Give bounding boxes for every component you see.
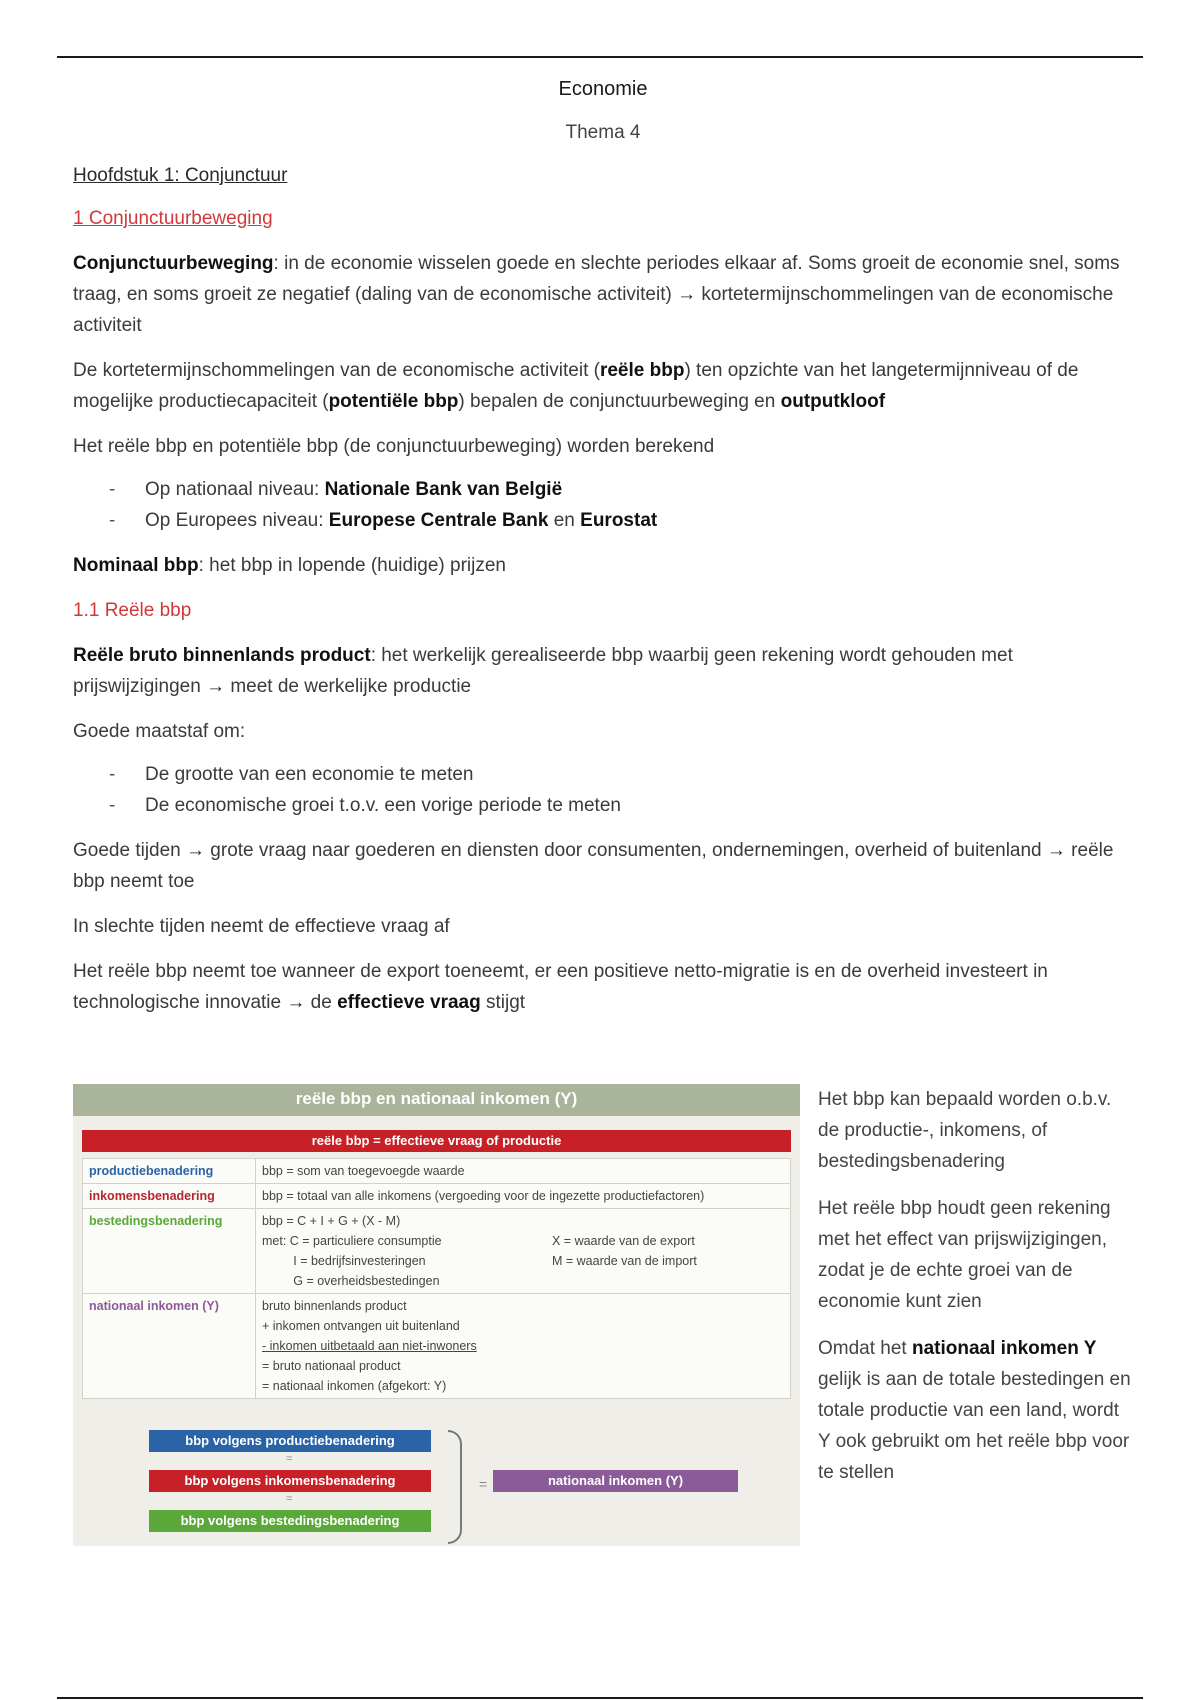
formula-line: + inkomen ontvangen uit buitenland — [262, 1319, 460, 1333]
eq-sign: = — [286, 1453, 293, 1465]
box-inkomensbenadering: bbp volgens inkomensbenadering — [149, 1470, 431, 1492]
eq-sign: = — [286, 1493, 293, 1505]
formula-line: I = bedrijfsinvesteringen — [262, 1254, 426, 1268]
paragraph-slechte-tijden: In slechte tijden neemt de effectieve vraag af — [73, 916, 450, 937]
row-formula — [256, 1209, 791, 1294]
side-note-3 — [818, 1333, 1133, 1488]
text: kortetermijnschommelingen van de economische activiteit — [73, 284, 1114, 336]
text: De kortetermijnschommelingen van de economische activiteit ( — [73, 360, 600, 381]
term: potentiële bbp — [328, 391, 459, 412]
text: Op Europees niveau: — [145, 510, 329, 531]
text: stijgt — [480, 992, 526, 1013]
term: Reële bruto binnenlands product — [73, 645, 371, 666]
paragraph-kortetermijn — [73, 355, 1133, 417]
section-heading-1-1: 1.1 Reële bbp — [73, 600, 192, 621]
formula-grid — [262, 1231, 784, 1291]
text: Het reële bbp neemt toe wanneer de export toeneemt, er een positieve netto-migratie is en de overheid investeert in technologische innovatie — [73, 961, 1048, 1013]
figure-table — [82, 1158, 791, 1399]
term: nationaal inkomen Y — [912, 1338, 1097, 1359]
formula-line: = nationaal inkomen (afgekort: Y) — [262, 1379, 447, 1393]
side-notes — [818, 1084, 1133, 1504]
brace — [448, 1430, 462, 1544]
text: grote vraag naar goederen en diensten door consumenten, ondernemingen, overheid of buitenland — [205, 840, 1047, 861]
list-niveaus — [73, 474, 1133, 536]
formula-col — [262, 1231, 552, 1291]
text: de — [305, 992, 338, 1013]
term: Conjunctuurbeweging — [73, 253, 274, 274]
text: : het bbp in lopende (huidige) prijzen — [198, 555, 507, 576]
text: en — [548, 510, 581, 531]
row-label: bestedingsbenadering — [83, 1209, 256, 1294]
list-item — [73, 505, 1133, 536]
row-formula — [256, 1294, 791, 1399]
paragraph-reele-bbp — [73, 640, 1133, 702]
figure-red-bar: reële bbp = effectieve vraag of productie — [82, 1130, 791, 1152]
text: gelijk is aan de totale bestedingen en totale productie van een land, wordt Y ook gebruikt om het reële bbp voor te stellen — [818, 1369, 1131, 1483]
formula-col — [552, 1231, 697, 1291]
arrow-icon: → — [206, 676, 226, 697]
term: Eurostat — [580, 510, 658, 531]
formula-line: M = waarde van de import — [552, 1254, 697, 1268]
paragraph-goede-tijden — [73, 835, 1133, 897]
row-label: productiebenadering — [83, 1159, 256, 1184]
figure-bbp-inkomen — [73, 1084, 800, 1546]
box-bestedingsbenadering: bbp volgens bestedingsbenadering — [149, 1510, 431, 1532]
term: Nominaal bbp — [73, 555, 199, 576]
table-row — [83, 1294, 791, 1399]
arrow-icon: → — [677, 284, 697, 305]
row-label: inkomensbenadering — [83, 1184, 256, 1209]
row-text: bbp = totaal van alle inkomens (vergoeding voor de ingezette productiefactoren) — [256, 1184, 791, 1209]
paragraph-nominaal — [73, 550, 1133, 581]
formula-line: X = waarde van de export — [552, 1234, 695, 1248]
arrow-icon: → — [1046, 840, 1066, 861]
text: Omdat het — [818, 1338, 912, 1359]
list-item: - De economische groei t.o.v. een vorige periode te meten — [73, 790, 1133, 821]
list-item: - De grootte van een economie te meten — [73, 759, 1133, 790]
list-item — [73, 474, 1133, 505]
side-note-2: Het reële bbp houdt geen rekening met het effect van prijswijzigingen, zodat je de echte groei van de economie kunt zien — [818, 1198, 1111, 1312]
term: effectieve vraag — [337, 992, 481, 1013]
chapter-heading: Hoofdstuk 1: Conjunctuur — [73, 165, 288, 186]
paragraph-berekend: Het reële bbp en potentiële bbp (de conjunctuurbeweging) worden berekend — [73, 436, 715, 457]
eq-sign: = — [479, 1476, 488, 1492]
box-productiebenadering: bbp volgens productiebenadering — [149, 1430, 431, 1452]
text: ) bepalen de conjunctuurbeweging en — [458, 391, 781, 412]
term: outputkloof — [780, 391, 886, 412]
side-note-1: Het bbp kan bepaald worden o.b.v. de productie-, inkomens, of bestedingsbenadering — [818, 1089, 1112, 1172]
formula-line: G = overheidsbestedingen — [262, 1274, 440, 1288]
arrow-icon: → — [186, 840, 206, 861]
table-row — [83, 1184, 791, 1209]
row-text: bbp = som van toegevoegde waarde — [256, 1159, 791, 1184]
text: : het werkelijk gerealiseerde bbp waarbij geen rekening wordt gehouden met prijswijzigingen — [73, 645, 1013, 697]
paragraph-toename — [73, 956, 1133, 1018]
term: Nationale Bank van België — [324, 479, 563, 500]
list-maatstaf — [73, 759, 1133, 821]
bottom-rule — [57, 1697, 1143, 1699]
box-nationaal-inkomen: nationaal inkomen (Y) — [493, 1470, 738, 1492]
text: : in de economie wisselen goede en slechte periodes elkaar af. Soms groeit de economie snel, soms traag, en soms groeit ze negatief (daling van de economische activiteit) — [73, 253, 1120, 305]
formula-line: bruto binnenlands product — [262, 1299, 407, 1313]
text: meet de werkelijke productie — [225, 676, 472, 697]
figure-header: reële bbp en nationaal inkomen (Y) — [73, 1084, 800, 1116]
table-row — [83, 1209, 791, 1294]
formula-line: = bruto nationaal product — [262, 1359, 401, 1373]
formula-line: - inkomen uitbetaald aan niet-inwoners — [262, 1339, 477, 1353]
row-label: nationaal inkomen (Y) — [83, 1294, 256, 1399]
paragraph-maatstaf: Goede maatstaf om: — [73, 721, 246, 742]
term: Europese Centrale Bank — [328, 510, 549, 531]
paragraph-conjunctuurbeweging — [73, 248, 1133, 341]
text: reële bbp neemt toe — [73, 840, 1114, 892]
text: Op nationaal niveau: — [145, 479, 325, 500]
arrow-icon: → — [286, 992, 306, 1013]
text: ) ten opzichte van het langetermijnniveau of de mogelijke productiecapaciteit ( — [73, 360, 1079, 412]
text: Goede tijden — [73, 840, 187, 861]
term: reële bbp — [599, 360, 685, 381]
doc-title: Economie — [558, 78, 648, 100]
formula-line: bbp = C + I + G + (X - M) — [262, 1214, 401, 1228]
top-rule — [57, 56, 1143, 58]
formula-line: met: C = particuliere consumptie — [262, 1234, 442, 1248]
document-body — [73, 70, 1133, 1018]
doc-subtitle: Thema 4 — [565, 122, 641, 143]
table-row — [83, 1159, 791, 1184]
section-heading-1: 1 Conjunctuurbeweging — [73, 208, 273, 229]
